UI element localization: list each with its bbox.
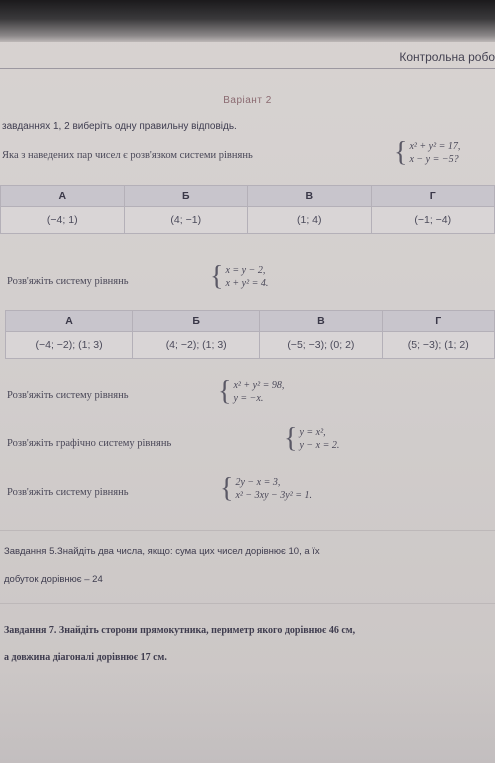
question-5-system	[220, 473, 312, 504]
equation: y = x²,	[299, 427, 326, 438]
task-7-line-2: а довжина діагоналі дорівнює 17 см.	[4, 652, 167, 663]
equation: x + y² = 4.	[225, 278, 269, 289]
equation: y − x = 2.	[299, 440, 340, 451]
question-5-text: Розв'яжіть систему рівнянь	[7, 487, 129, 498]
brace-icon: {	[394, 137, 408, 168]
question-2-system	[210, 261, 269, 292]
option-answer-b: (4; −1)	[124, 207, 248, 234]
option-answer-b: (4; −2); (1; 3)	[133, 332, 260, 359]
equation: x² + y² = 98,	[233, 380, 285, 391]
task-7-line-1: Завдання 7. Знайдіть сторони прямокутника, периметр якого дорівнює 46 см,	[4, 625, 356, 636]
option-answer-h: (5; −3); (1; 2)	[382, 332, 495, 359]
option-header-b: Б	[133, 311, 260, 332]
equation: x − y = −5?	[409, 154, 459, 165]
question-3-text: Розв'яжіть систему рівнянь	[7, 390, 129, 401]
variant-title: Варіант 2	[223, 95, 272, 106]
question-1-text: Яка з наведених пар чисел є розв'язком системи рівнянь	[2, 150, 253, 161]
brace-icon: {	[210, 261, 224, 292]
equation: 2y − x = 3,	[235, 477, 281, 488]
photo-shadow	[0, 670, 495, 763]
task-5-line-2: добуток дорівнює – 24	[4, 574, 103, 585]
brace-icon: {	[220, 473, 234, 504]
equation: x = y − 2,	[225, 265, 266, 276]
option-answer-v: (−5; −3); (0; 2)	[260, 332, 382, 359]
option-header-h: Г	[371, 186, 495, 207]
brace-icon: {	[284, 423, 298, 454]
option-header-v: В	[248, 186, 372, 207]
header-divider	[0, 68, 495, 69]
section-divider	[0, 603, 495, 604]
question-1-system	[394, 137, 461, 168]
question-4-system	[284, 423, 340, 454]
option-answer-a: (−4; 1)	[1, 207, 125, 234]
photo-dark-edge	[0, 0, 495, 42]
option-header-h: Г	[382, 311, 495, 332]
option-answer-h: (−1; −4)	[371, 207, 495, 234]
section-divider	[0, 530, 495, 531]
question-2-text: Розв'яжіть систему рівнянь	[7, 276, 129, 287]
question-1-answer-table	[0, 185, 495, 234]
option-answer-a: (−4; −2); (1; 3)	[6, 332, 133, 359]
option-header-a: А	[6, 311, 133, 332]
question-3-system	[218, 376, 285, 407]
option-header-a: А	[1, 186, 125, 207]
equation: x² − 3xy − 3y² = 1.	[235, 490, 312, 501]
option-header-v: В	[260, 311, 382, 332]
question-4-text: Розв'яжіть графічно систему рівнянь	[7, 438, 172, 449]
equation: x² + y² = 17,	[409, 141, 461, 152]
option-answer-v: (1; 4)	[248, 207, 372, 234]
task-5-line-1: Завдання 5.Знайдіть два числа, якщо: сума цих чисел дорівнює 10, а їх	[4, 546, 320, 557]
equation: y = −x.	[233, 393, 264, 404]
question-2-answer-table	[5, 310, 495, 359]
brace-icon: {	[218, 376, 232, 407]
header-title: Контрольна робо	[399, 50, 495, 64]
option-header-b: Б	[124, 186, 248, 207]
instruction-text: завданнях 1, 2 виберіть одну правильну відповідь.	[2, 121, 237, 132]
